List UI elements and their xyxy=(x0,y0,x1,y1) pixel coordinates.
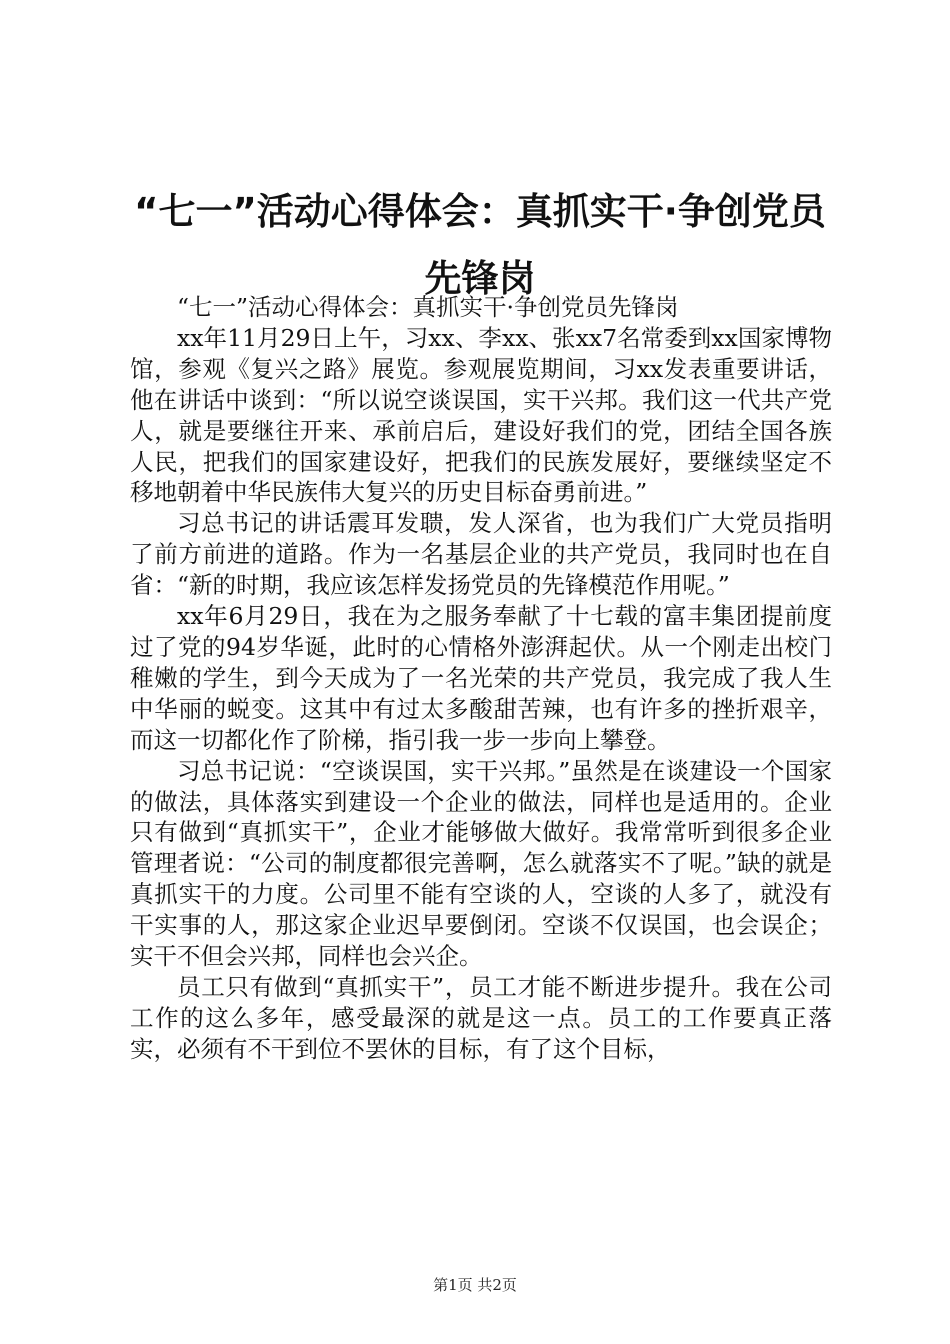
document-body xyxy=(130,292,832,1065)
body-paragraph: 习总书记的讲话震耳发聩，发人深省，也为我们广大党员指明了前方前进的道路。作为一名基层企业的共产党员，我同时也在自省：“新的时期，我应该怎样发扬党员的先锋模范作用呢。” xyxy=(130,509,832,600)
title-line-2: 先锋岗 xyxy=(424,257,536,300)
body-paragraph: 习总书记说：“空谈误国，实干兴邦。”虽然是在谈建设一个国家的做法，具体落实到建设一个企业的做法，同样也是适用的。企业只有做到“真抓实干”，企业才能够做大做好。我常常听到很多企业管理者说：“公司的制度都很完善啊，怎么就落实不了呢。”缺的就是真抓实干的力度。公司里不能有空谈的人，空谈的人多了，就没有干实事的人，那这家企业迟早要倒闭。空谈不仅误国，也会误企；实干不但会兴邦，同样也会兴企。 xyxy=(130,756,832,971)
page-footer: 第1页 共2页 xyxy=(433,1276,517,1294)
body-paragraph: xx年11月29日上午，习xx、李xx、张xx7名常委到xx国家博物馆，参观《复兴之路》展览。参观展览期间，习xx发表重要讲话，他在讲话中谈到：“所以说空谈误国，实干兴邦。我们这一代共产党人，就是要继往开来、承前启后，建设好我们的党，团结全国各族人民，把我们的国家建设好，把我们的民族发展好，要继续坚定不移地朝着中华民族伟大复兴的历史目标奋勇前进。” xyxy=(130,323,832,507)
subtitle-paragraph: “七一”活动心得体会：真抓实干·争创党员先锋岗 xyxy=(177,293,679,321)
body-paragraph: 员工只有做到“真抓实干”，员工才能不断进步提升。我在公司工作的这么多年，感受最深的就是这一点。员工的工作要真正落实，必须有不干到位不罢休的目标，有了这个目标， xyxy=(130,972,832,1063)
title-line-1: “七一”活动心得体会：真抓实干·争创党员 xyxy=(134,190,826,233)
body-paragraph: xx年6月29日，我在为之服务奉献了十七载的富丰集团提前度过了党的94岁华诞，此时的心情格外澎湃起伏。从一个刚走出校门稚嫩的学生，到今天成为了一名光荣的共产党员，我完成了我人生中华丽的蜕变。这其中有过太多酸甜苦辣，也有许多的挫折艰辛，而这一切都化作了阶梯，指引我一步一步向上攀登。 xyxy=(130,602,832,754)
